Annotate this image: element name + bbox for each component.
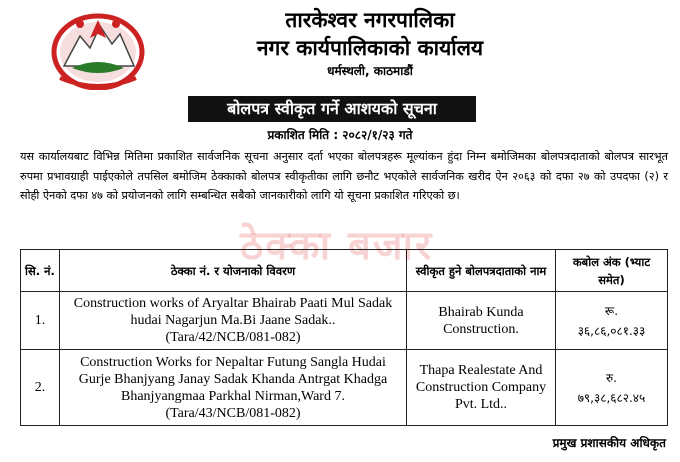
row-sn: 1.: [21, 292, 60, 350]
work-description: Construction Works for Nepaltar Futung Sangla Hudai Gurje Bhanjyang Janay Sadak Khanda Antrgat Khadga Bhanjyangmaa Parkhal Nirman,Ward 7.: [78, 354, 388, 404]
amount-value: ७९,३८,६८२.४५: [577, 390, 646, 405]
header-work: ठेक्का नं. र योजनाको विवरण: [60, 250, 407, 292]
signatory-title: प्रमुख प्रशासकीय अधिकृत: [552, 436, 666, 450]
watermark-logo: ठेक्का बजार: [240, 223, 434, 269]
row-work: [60, 292, 407, 350]
header-bidder: स्वीकृत हुने बोलपत्रदाताको नाम: [407, 250, 556, 292]
notice-title-banner: बोलपत्र स्वीकृत गर्ने आशयको सूचना: [188, 96, 476, 122]
currency-label: रू.: [604, 303, 619, 318]
currency-label: रु.: [606, 370, 617, 385]
award-table: [20, 249, 668, 426]
office-address: धर्मस्थली, काठमाडौं: [327, 64, 413, 78]
table-row: [21, 292, 668, 350]
row-amount: [556, 350, 668, 426]
header-amount: कबोल अंक (भ्याट समेत): [556, 250, 668, 292]
row-amount: [556, 292, 668, 350]
office-name: नगर कार्यपालिकाको कार्यालय: [256, 36, 484, 60]
contract-number: (Tara/42/NCB/081-082): [165, 330, 301, 345]
amount-value: ३६,८६,०८१.३३: [577, 323, 646, 338]
notice-paragraph: यस कार्यालयबाट विभिन्न मितिमा प्रकाशित सार्वजनिक सूचना अनुसार दर्ता भएका बोलपत्रहरू मूल्यांकन हुंदा निम्न बमोजिमका बोलपत्रदाताको बोलपत्र सारभूत रुपमा प्रभावग्राही पाईएकोले तपसिल बमोजिम ठेक्काको बोलपत्र स्वीकृतीका लागि छनौट भएकोले सार्वजनिक खरीद ऐन २०६३ को दफा २७ को उपदफा (२) र सोही ऐनको दफा ४७ को प्रयोजनको लागि सम्बन्धित सबैको जानकारीको लागि यो सूचना प्रकाशित गरिएको छ।: [20, 150, 668, 202]
row-bidder: Thapa Realestate And Construction Company Pvt. Ltd..: [407, 350, 556, 426]
municipality-name: तारकेश्वर नगरपालिका: [285, 8, 455, 32]
nepal-emblem-icon: [50, 8, 146, 90]
office-header: [160, 6, 580, 80]
row-work: [60, 350, 407, 426]
published-date: प्रकाशित मिति : २०८२/१/२३ गते: [267, 128, 413, 142]
header-sn: सि. नं.: [21, 250, 60, 292]
contract-number: (Tara/43/NCB/081-082): [165, 405, 301, 421]
row-bidder: Bhairab Kunda Construction.: [407, 292, 556, 350]
table-header-row: [21, 250, 668, 292]
work-description: Construction works of Aryaltar Bhairab Paati Mul Sadak hudai Nagarjun Ma.Bi Jaane Sadak..: [73, 296, 393, 328]
row-sn: 2.: [21, 350, 60, 426]
table-row: [21, 350, 668, 426]
